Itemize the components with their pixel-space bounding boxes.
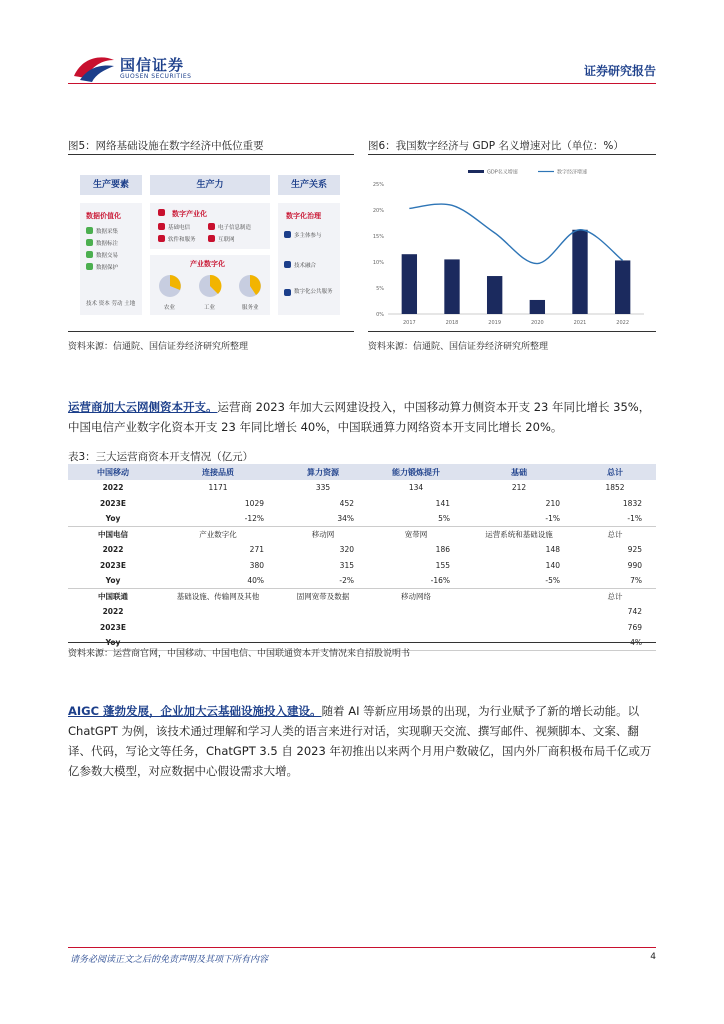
table-cell [464, 589, 574, 605]
public-service-icon [284, 289, 291, 296]
table-cell: 148 [545, 545, 560, 555]
table-row [68, 620, 656, 636]
mid-bottom-item: 农业 [164, 305, 176, 311]
table-cell [464, 620, 574, 636]
table-cell [464, 604, 574, 620]
table-header-cell: 中国移动 [68, 464, 158, 480]
table-cell: -1% [574, 511, 656, 527]
fig6-caption: 图6：我国数字经济与 GDP 名义增速对比（单位：%） [368, 140, 624, 152]
table-cell [368, 620, 464, 636]
x-tick-label: 2021 [573, 320, 587, 326]
table-row [68, 480, 656, 496]
table-cell: 1029 [244, 498, 264, 508]
table-cell: 141 [435, 498, 450, 508]
factory-icon [158, 209, 165, 216]
table-cell: 212 [511, 483, 527, 493]
table-cell: 1852 [605, 483, 625, 493]
table-cell: 宽带网 [404, 530, 428, 539]
table-cell: 1832 [622, 498, 642, 508]
left-item: 数据保护 [96, 265, 119, 271]
fig6-caption-line [368, 154, 656, 155]
table-cell: 2022 [102, 545, 124, 555]
factors-footer: 技术 资本 劳动 土地 [86, 301, 136, 307]
mid-top-item: 电子信息制造 [218, 225, 252, 231]
table-cell: 移动网络 [401, 592, 431, 601]
table-cell: 34% [278, 511, 368, 527]
fig5-source: 资料来源：信通院、国信证券经济研究所整理 [68, 342, 249, 352]
pie-icons [156, 271, 264, 301]
table-cell: 2022 [102, 607, 124, 617]
header-divider [68, 83, 656, 84]
col-header-relations: 生产关系 [278, 175, 340, 195]
paragraph-aigc-highlight: AIGC 蓬勃发展，企业加大云基础设施投入建设。 [68, 704, 322, 718]
company-name-en: GUOSEN SECURITIES [120, 73, 192, 80]
capex-table [68, 464, 656, 651]
legend-swatch-bar [468, 170, 484, 173]
tech-fusion-icon [284, 261, 291, 268]
y-tick-label: 10% [372, 260, 384, 266]
mid-top-item: 软件和服务 [168, 237, 196, 243]
table-source: 资料来源：运营商官网，中国移动、中国电信、中国联通资本开支情况来自招股说明书 [68, 649, 411, 659]
table-cell: 271 [249, 545, 264, 555]
x-tick-label: 2019 [488, 320, 502, 326]
table-header-cell: 能力锻炼提升 [368, 464, 464, 480]
left-item: 数据采集 [96, 229, 119, 235]
table-cell [278, 620, 368, 636]
y-tick-label: 0% [376, 312, 384, 318]
table-header-cell: 总计 [574, 464, 656, 480]
table-cell: 7% [574, 573, 656, 589]
industrial-digitization-title: 产业数字化 [190, 260, 225, 268]
factors-panel [80, 203, 142, 315]
left-item: 数据交易 [96, 253, 119, 259]
internet-icon [208, 235, 215, 242]
table-cell: 315 [339, 560, 354, 570]
table-cell: 155 [435, 560, 450, 570]
fig6-source: 资料来源：信通院、国信证券经济研究所整理 [368, 342, 549, 352]
paragraph-capex-text: 运营商 2023 年加大云网建设投入，中国移动算力侧资本开支 23 年同比增长 35%，中国电信产业数字化资本开支 23 年同比增长 40%，中国联通算力网络资本开支同比增长 20%。 [68, 400, 651, 434]
table-row [68, 511, 656, 527]
table-header-row [68, 464, 656, 480]
table-cell: 320 [339, 545, 354, 555]
table-row [68, 527, 656, 543]
multi-party-icon [284, 231, 291, 238]
footer-divider [68, 947, 656, 948]
telecom-icon [158, 223, 165, 230]
table-cell: 134 [408, 483, 424, 493]
table-cell: 基础设施、传输网及其他 [176, 592, 260, 601]
fig6-source-line [368, 331, 656, 332]
table-cell: 925 [627, 545, 642, 555]
table-cell: 186 [435, 545, 450, 555]
fig5-caption: 图5：网络基础设施在数字经济中低位重要 [68, 140, 264, 152]
y-tick-label: 25% [372, 182, 384, 188]
company-logo-icon [70, 52, 118, 82]
table-cell: 2023E [100, 560, 126, 570]
table-cell [158, 620, 278, 636]
x-tick-label: 2017 [402, 320, 416, 326]
mid-bottom-item: 工业 [204, 305, 216, 311]
fig5-caption-line [68, 154, 354, 155]
report-type: 证券研究报告 [583, 64, 656, 78]
table-cell [278, 604, 368, 620]
legend-label: GDP名义增速 [487, 169, 518, 176]
bar-2019 [487, 276, 502, 314]
table-cell: 140 [545, 560, 560, 570]
x-tick-label: 2020 [530, 320, 544, 326]
table-cell: -12% [158, 511, 278, 527]
data-trade-icon [86, 251, 93, 258]
table-cell: 2022 [102, 483, 124, 493]
mid-top-item: 基础电信 [168, 225, 191, 231]
data-protect-icon [86, 263, 93, 270]
table-cell: 总计 [607, 530, 623, 539]
table-cell: -5% [464, 573, 574, 589]
table-row [68, 573, 656, 589]
bar-2018 [444, 259, 459, 314]
table-cell: -1% [464, 511, 574, 527]
table-cell: 5% [368, 511, 464, 527]
industrial-digitization-panel [150, 255, 270, 315]
fig5-diagram [80, 175, 342, 325]
table-cell: 固网宽带及数据 [296, 592, 350, 601]
table-row [68, 604, 656, 620]
x-tick-label: 2022 [616, 320, 630, 326]
table-cell: Yoy [68, 573, 158, 589]
table-cell: -2% [278, 573, 368, 589]
bar-2020 [530, 300, 545, 314]
electronics-icon [208, 223, 215, 230]
table-cell: Yoy [68, 635, 158, 651]
data-collect-icon [86, 227, 93, 234]
page-number: 4 [650, 952, 656, 962]
right-item: 数字化公共服务 [294, 289, 333, 295]
table-cell: 742 [627, 607, 642, 617]
table-cell: 运营系统和基础设施 [485, 530, 553, 539]
bar-2022 [615, 260, 630, 314]
table-cell: 990 [627, 560, 642, 570]
legend-label: 数字经济增速 [557, 169, 588, 176]
table-cell [368, 604, 464, 620]
table-cell: 中国联通 [98, 592, 128, 601]
mid-top-item: 互联网 [218, 237, 235, 243]
table-cell: 中国电信 [98, 530, 128, 539]
gdp-digital-economy-chart [368, 160, 656, 326]
paragraph-capex-highlight: 运营商加大云网侧资本开支。 [68, 400, 218, 414]
table-header-cell: 基础 [464, 464, 574, 480]
table-cell: 2023E [100, 498, 126, 508]
bar-2017 [402, 254, 417, 314]
table-cell: 335 [315, 483, 331, 493]
y-tick-label: 20% [372, 208, 384, 214]
col-header-factors: 生产要素 [80, 175, 142, 195]
relations-panel [278, 203, 340, 315]
digital-governance-title: 数字化治理 [286, 212, 321, 220]
table-cell: -16% [368, 573, 464, 589]
table-cell [158, 604, 278, 620]
company-name: 国信证券 [120, 56, 185, 74]
digital-economy-line [409, 204, 622, 264]
fig5-source-line [68, 331, 354, 332]
table-cell: 452 [339, 498, 354, 508]
paragraph-aigc-text: 随着 AI 等新应用场景的出现，为行业赋予了新的增长动能。以 ChatGPT 为例，该技术通过理解和学习人类的语言来进行对话，实现聊天交流、撰写邮件、视频脚本、文案、翻译、代码，写论文等任务，ChatGPT 3.5 自 2023 年初推出以来两个月用户数破亿，国内外厂商积极布局千亿或万亿参数大模型，对应数据中心假设需求大增。 [68, 704, 652, 778]
table-cell: 总计 [607, 592, 623, 601]
table-row [68, 496, 656, 512]
table-cell: 产业数字化 [199, 530, 237, 539]
footer-disclaimer: 请务必阅读正文之后的免责声明及其项下所有内容 [70, 955, 269, 965]
y-tick-label: 15% [372, 234, 384, 240]
paragraph-capex [68, 397, 658, 437]
software-icon [158, 235, 165, 242]
table-cell: 2023E [100, 622, 126, 632]
table-cell: 移动网 [311, 530, 335, 539]
digital-industrialization-title: 数字产业化 [172, 210, 207, 218]
table-cell: 769 [627, 622, 642, 632]
digital-industrialization-panel [150, 203, 270, 249]
table-source-line [68, 642, 656, 643]
bar-2021 [572, 230, 587, 314]
table-row [68, 542, 656, 558]
table-cell: 380 [249, 560, 264, 570]
table-header-cell: 算力资源 [278, 464, 368, 480]
data-label-icon [86, 239, 93, 246]
table-cell: 4% [574, 635, 656, 651]
data-value-title: 数据价值化 [86, 212, 121, 220]
right-item: 技术融合 [294, 263, 317, 269]
mid-bottom-item: 服务业 [242, 305, 259, 311]
right-item: 多主体参与 [294, 233, 322, 239]
table-header-cell: 连接品质 [158, 464, 278, 480]
paragraph-aigc [68, 701, 658, 781]
table-cell: Yoy [68, 511, 158, 527]
left-item: 数据标注 [96, 241, 119, 247]
table-row [68, 589, 656, 605]
col-header-productivity: 生产力 [150, 175, 270, 195]
x-tick-label: 2018 [445, 320, 459, 326]
table-cell: 210 [545, 498, 560, 508]
table-row [68, 558, 656, 574]
table-caption: 表3：三大运营商资本开支情况（亿元） [68, 451, 254, 463]
table-cell: 40% [158, 573, 278, 589]
y-tick-label: 5% [376, 286, 384, 292]
table-cell: 1171 [208, 483, 228, 493]
